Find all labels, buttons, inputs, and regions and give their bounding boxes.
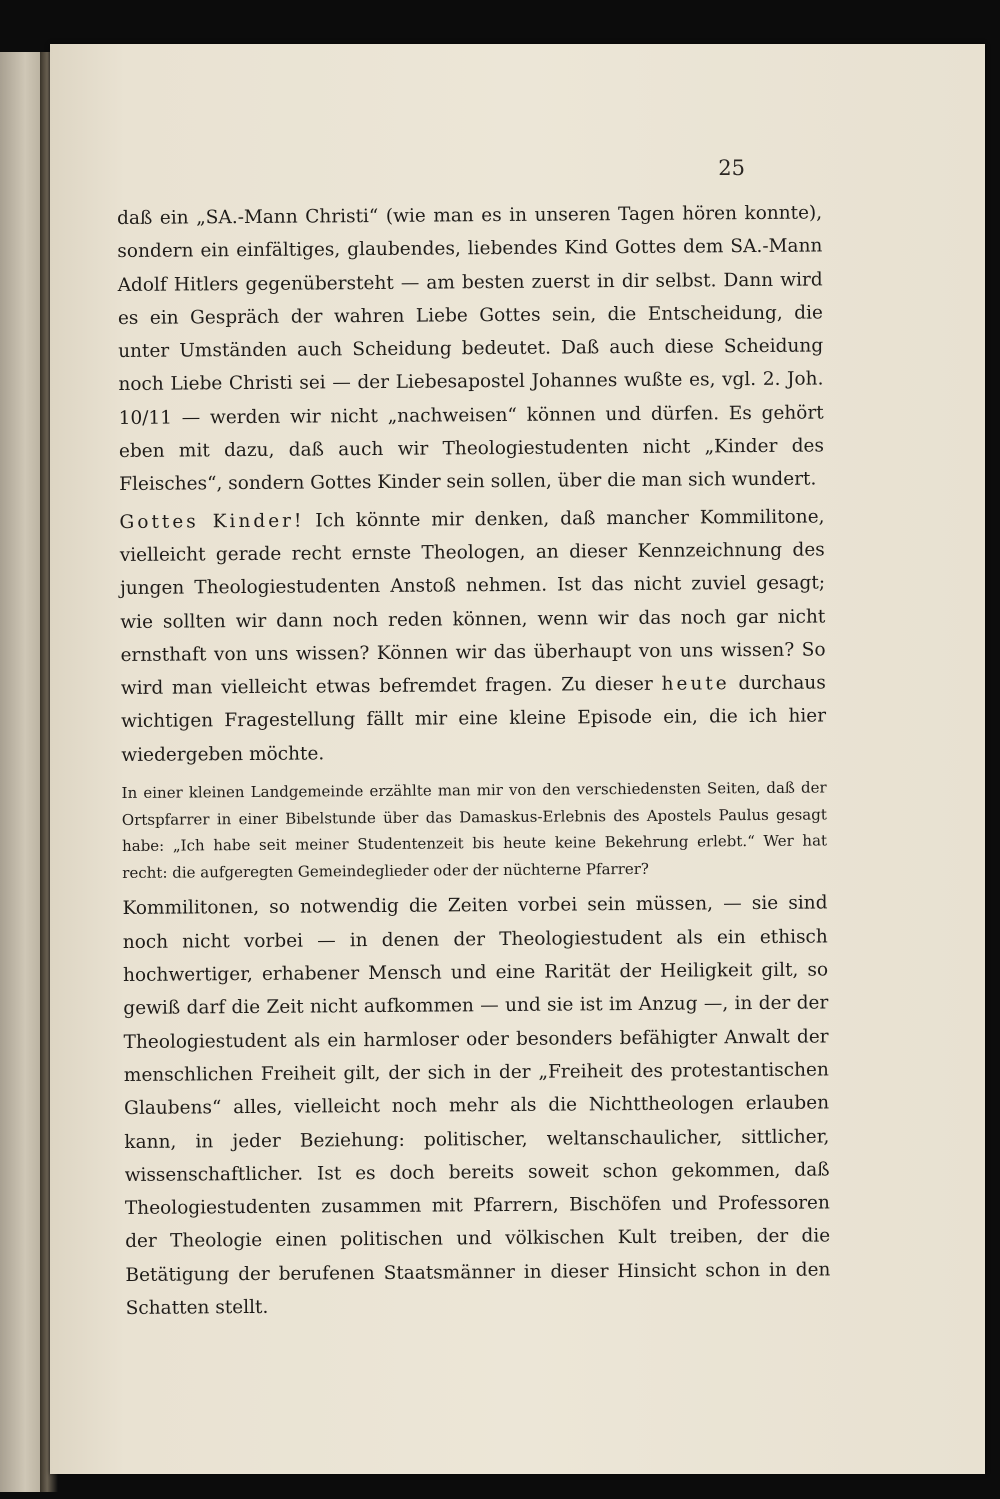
page-number: 25 (718, 156, 745, 180)
page-text (117, 196, 831, 1325)
paragraph-3: Kommilitonen, so notwendig die Zeiten vorbei sein müssen, — sie sind noch nicht vorbei — in denen der Theologiestudent als ein ethisch hochwertiger, erhabener Mensch und eine Rarität der Heiligkeit gilt, so gewiß darf die Zeit nicht aufkommen — und sie ist im Anzug —, in der der Theologiestudent als ein harmloser oder besonders befähigter Anwalt der menschlichen Freiheit gilt, der sich in der „Freiheit des protestantischen Glaubens“ alles, vielleicht noch mehr als die Nichttheologen erlauben kann, in jeder Beziehung: politischer, weltanschaulicher, sittlicher, wissenschaftlicher. Ist es doch bereits soweit schon gekommen, daß Theologiestudenten zusammen mit Pfarrern, Bischöfen und Professoren der Theologie einen politischen und völkischen Kult treiben, der die Betätigung der berufenen Staatsmänner in dieser Hinsicht schon in den Schatten stellt. (122, 892, 831, 1319)
paragraph-1: daß ein „SA.-Mann Christi“ (wie man es in unseren Tagen hören konnte), sondern ein einfältiges, glaubendes, liebendes Kind Gottes dem SA.-Mann Adolf Hitlers gegenübersteht — am besten zuerst in dir selbst. Dann wird es ein Gespräch der wahren Liebe Gottes sein, die Entscheidung, die unter Umständen auch Scheidung bedeutet. Daß auch diese Scheidung noch Liebe Christi sei — der Liebesapostel Johannes wußte es, vgl. 2. Joh. 10/11 — werden wir nicht „nachweisen“ können und dürfen. Es gehört eben mit dazu, daß auch wir Theologiestudenten nicht „Kinder des Fleisches“, sondern Gottes Kinder sein sollen, über die man sich wundert. (117, 202, 825, 496)
paragraph-2 (119, 500, 826, 772)
left-page-edge (0, 52, 42, 1492)
footnote-anecdote: In einer kleinen Landgemeinde erzählte man mir von den verschiedensten Seiten, daß der Ortspfarrer in einer Bibelstunde über das Damaskus-Erlebnis des Apostels Paulus gesagt habe: „Ich habe seit meiner Studentenzeit bis heute keine Bekehrung erlebt.“ Wer hat recht: die aufgeregten Gemeindeglieder oder der nüchterne Pfarrer? (121, 778, 828, 882)
paragraph-2-end: durchaus wichtigen Fragestellung fällt mir eine kleine Episode ein, die ich hier wiedergeben möchte. (121, 672, 827, 766)
emphasis-heute: heute (661, 673, 730, 695)
emphasis-gottes-kinder: Gottes Kinder! (119, 510, 305, 533)
paragraph-2-body: Ich könnte mir denken, daß mancher Kommilitone, vielleicht gerade recht ernste Theologen, an dieser Kennzeichnung des jungen Theologiestudenten Anstoß nehmen. Ist das nicht zuviel gesagt; wie sollten wir dann noch reden können, wenn wir das noch gar nicht ernsthaft von uns wissen? Können wir das überhaupt von uns wissen? So wird man vielleicht etwas befremdet fragen. Zu dieser (119, 506, 826, 700)
book-page (50, 44, 985, 1474)
